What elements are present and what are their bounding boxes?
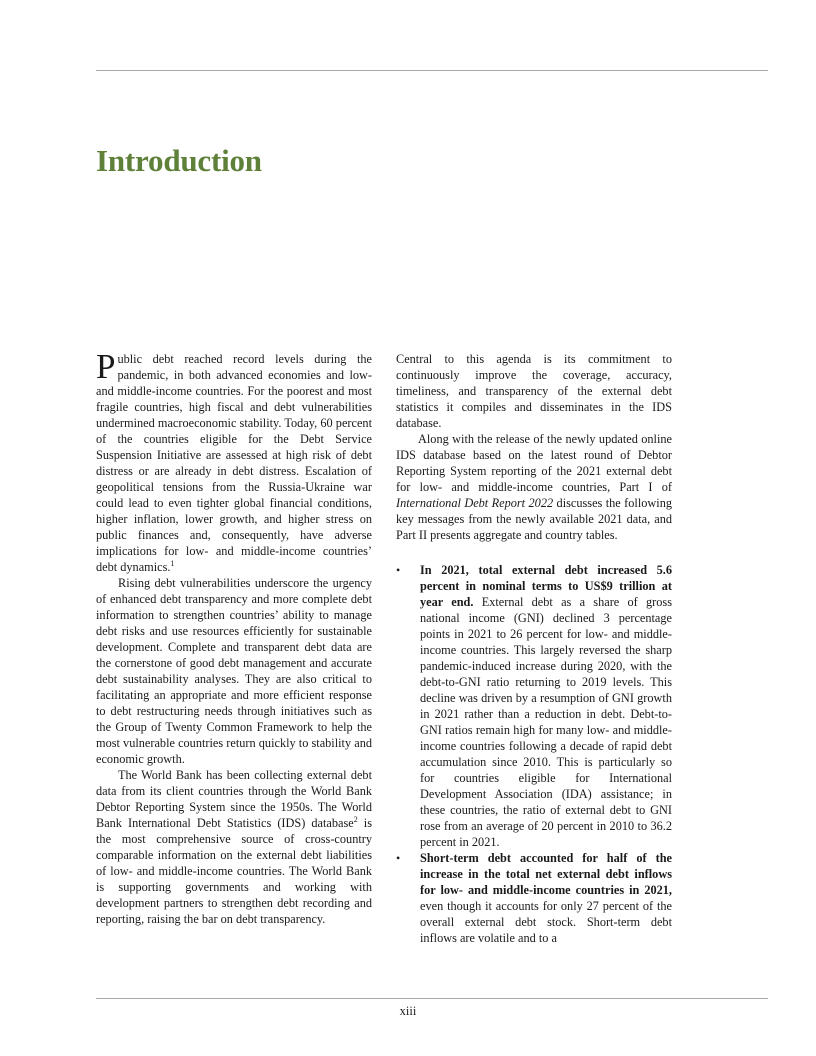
bullet-icon: •: [396, 563, 401, 577]
footer-rule: [96, 998, 768, 999]
paragraph-5: [396, 431, 672, 543]
paragraph-1: [96, 347, 372, 575]
bullet-text: External debt as a share of gross national income (GNI) declined 3 percentage points in 2021 to 26 percent for low- and middle-income countries. This largely reversed the sharp pandemic-induced increase during 2020, with the debt-to-GNI ratio returning to 2019 levels. This decline was driven by a resumption of GNI growth in 2021 rather than a reduction in debt. Debt-to-GNI ratios remain high for many low- and middle-income countries following a decade of rapid debt accumulation since 2010. This is particularly so for countries eligible for International Development Association (IDA) assistance; in these countries, the ratio of external debt to GNI rose from an average of 20 percent in 2010 to 36.2 percent in 2021.: [420, 595, 672, 849]
paragraph-3: [96, 767, 372, 927]
page-title: Introduction: [96, 143, 262, 178]
bullet-text: even though it accounts for only 27 percent of the overall external debt stock. Short-term debt inflows are volatile and to a: [420, 899, 672, 945]
left-column: [96, 347, 372, 927]
key-messages-list: [396, 562, 672, 946]
bullet-lead: Short-term debt accounted for half of the increase in the total net external debt inflows for low- and middle-income countries in 2021,: [420, 851, 672, 897]
paragraph-2: Rising debt vulnerabilities underscore the urgency of enhanced debt transparency and more complete debt information to strengthen countries’ ability to manage debt risks and use resources efficiently for sustainable development. Complete and transparent debt data are the cornerstone of good debt management and accurate debt sustainability analyses. They are also critical to facilitating an appropriate and more efficient response to debt restructuring needs through initiatives such as the Group of Twenty Common Framework to help the most vulnerable countries return quickly to stability and economic growth.: [96, 576, 372, 766]
list-item: [396, 850, 672, 946]
bullet-icon: •: [396, 851, 401, 865]
footnote-ref-1: 1: [170, 558, 175, 568]
paragraph-5-text-a: Along with the release of the newly updated online IDS database based on the latest round of Debtor Reporting System reporting of the 2021 external debt for low- and middle-income countries, Part I of: [396, 432, 672, 494]
paragraph-3-text-b: is the most comprehensive source of cross-country comparable information on the external debt liabilities of low- and middle-income countries. The World Bank is supporting governments and working with development partners to strengthen debt recording and reporting, raising the bar on debt transparency.: [96, 816, 372, 926]
bullet-lead: In 2021, total external debt increased 5.6 percent in nominal terms to US$9 trillion at year end.: [420, 563, 672, 609]
drop-cap: P: [96, 347, 116, 386]
paragraph-1-text: ublic debt reached record levels during the pandemic, in both advanced economies and low- and middle-income countries. For the poorest and most fragile countries, high fiscal and debt vulnerabilities undermined macroeconomic stability. Today, 60 percent of the countries eligible for the Debt Service Suspension Initiative are assessed at high risk of debt distress or are already in debt distress. Escalation of geopolitical tensions from the Russia-Ukraine war could lead to even tighter global financial conditions, higher inflation, lower growth, and higher stress on public finances and, consequently, have adverse implications for low- and middle-income countries’ debt dynamics.: [96, 352, 372, 574]
header-rule: [96, 70, 768, 71]
right-column: [396, 351, 672, 946]
paragraph-4: Central to this agenda is its commitment to continuously improve the coverage, accuracy, timeliness, and transparency of the external debt statistics it compiles and disseminates in the IDS database.: [396, 352, 672, 430]
report-title-italic: International Debt Report 2022: [396, 496, 554, 510]
footnote-ref-2: 2: [353, 814, 358, 824]
list-item: [396, 562, 672, 850]
paragraph-3-text-a: The World Bank has been collecting external debt data from its client countries through the World Bank Debtor Reporting System since the 1950s. The World Bank International Debt Statistics (IDS) database: [96, 768, 372, 830]
page-number: xiii: [399, 1004, 417, 1018]
paragraph-5-text-b: discusses the following key messages from the newly available 2021 data, and Part II presents aggregate and country tables.: [396, 496, 672, 542]
